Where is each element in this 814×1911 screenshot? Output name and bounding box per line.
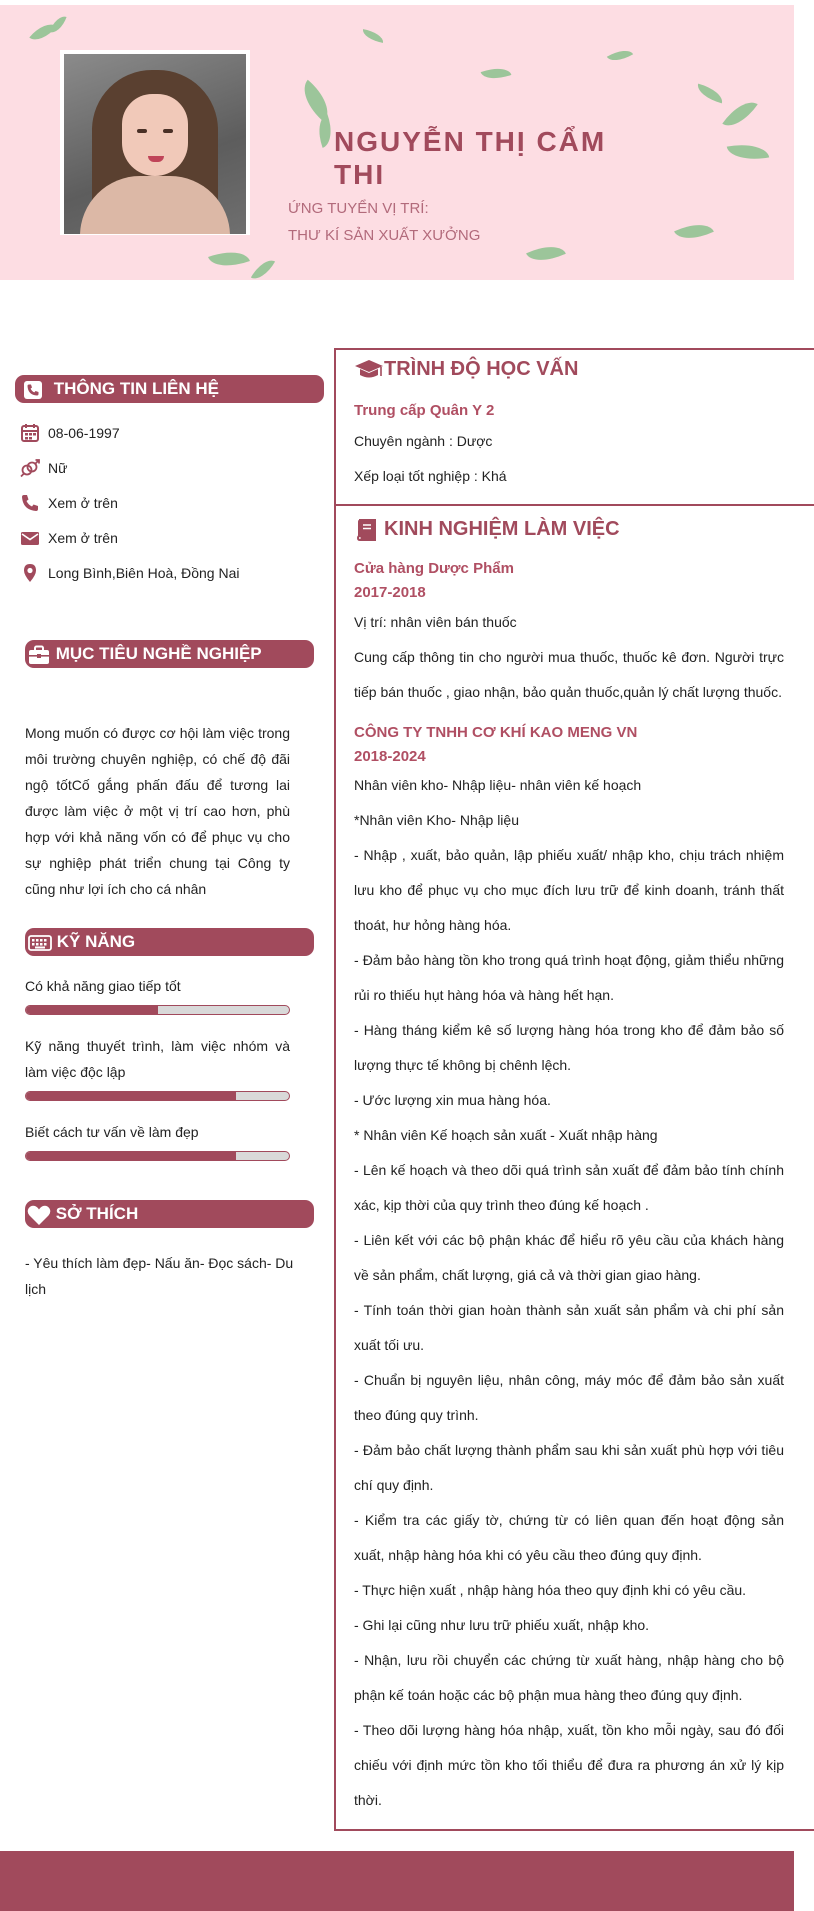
hobbies-text: - Yêu thích làm đẹp- Nấu ăn- Đọc sách- Du lịch [25, 1255, 294, 1297]
experience-heading: KINH NGHIỆM LÀM VIỆC [384, 518, 620, 540]
phone-icon [20, 493, 40, 513]
skill-label: Có khả năng giao tiếp tốt [25, 978, 181, 994]
candidate-name: NGUYỄN THỊ CẨM THI [334, 126, 607, 190]
education-major: Chuyên ngành : Dược [354, 433, 493, 449]
briefcase-icon [28, 645, 50, 665]
footer-band [0, 1851, 794, 1911]
education-grade: Xếp loại tốt nghiệp : Khá [354, 468, 507, 484]
hobbies-heading: SỞ THÍCH [55, 1204, 139, 1223]
job-line: Vị trí: nhân viên bán thuốc [354, 614, 517, 630]
leaf-decoration [607, 45, 633, 67]
job-line: - Đảm bảo hàng tồn kho trong quá trình hoạt động, giảm thiểu những rủi ro thiếu hụt hàng hóa và hàng hết hạn. [354, 952, 784, 1003]
contact-heading-bar [15, 375, 324, 403]
job-line: Nhân viên kho- Nhập liệu- nhân viên kế hoạch [354, 777, 642, 793]
job-line: - Liên kết với các bộ phận khác để hiểu rõ yêu cầu của khách hàng về sản phẩm, chất lượng, giá cả và thời gian giao hàng. [354, 1232, 784, 1283]
leaf-decoration [49, 13, 66, 36]
keyboard-icon [28, 934, 52, 952]
objective-heading-bar [25, 640, 314, 668]
job-line: - Tính toán thời gian hoàn thành sản xuất sản phẩm và chi phí sản xuất tối ưu. [354, 1302, 784, 1353]
graduation-cap-icon [354, 358, 384, 382]
job-line: - Lên kế hoạch và theo dõi quá trình sản xuất để đảm bảo tính chính xác, kịp thời của quy trình theo đúng kế hoạch . [354, 1162, 784, 1213]
job-line: - Đảm bảo chất lượng thành phẩm sau khi sản xuất phù hợp với tiêu chí quy định. [354, 1442, 784, 1493]
job-line: Cung cấp thông tin cho người mua thuốc, thuốc kê đơn. Người trực tiếp bán thuốc , giao nhận, bảo quản thuốc,quản lý chất lượng thuốc. [354, 649, 784, 700]
hobbies-heading-bar [25, 1200, 314, 1228]
position-label: ỨNG TUYỂN VỊ TRÍ: [288, 200, 429, 217]
job-company: CÔNG TY TNHH CƠ KHÍ KAO MENG VN [354, 724, 638, 741]
leaf-decoration [722, 94, 757, 134]
skill-progress-bar [25, 1151, 290, 1161]
job-line: - Thực hiện xuất , nhập hàng hóa theo quy định khi có yêu cầu. [354, 1582, 747, 1598]
skill-progress-fill [26, 1092, 236, 1100]
book-icon [354, 518, 378, 542]
position-value: THƯ KÍ SẢN XUẤT XƯỞNG [288, 227, 481, 244]
job-company: Cửa hàng Dược Phẩm [354, 560, 514, 577]
education-heading: TRÌNH ĐỘ HỌC VẤN [384, 358, 579, 380]
job-line: - Nhận, lưu rồi chuyển các chứng từ xuất hàng, nhập hàng cho bộ phận kế toán hoặc các bộ phận mua hàng theo đúng quy định. [354, 1652, 784, 1703]
job-line: * Nhân viên Kế hoạch sản xuất - Xuất nhập hàng [354, 1127, 658, 1143]
leaf-decoration [695, 84, 725, 104]
job-line: - Chuẩn bị nguyên liệu, nhân công, máy móc để đảm bảo sản xuất theo đúng quy trình. [354, 1372, 784, 1423]
job-line: - Nhập , xuất, bảo quản, lập phiếu xuất/ nhập kho, chịu trách nhiệm lưu kho để phục vụ cho mục đích lưu trữ để kinh doanh, tránh thất thoát, hư hỏng hàng hóa. [354, 847, 784, 933]
leaf-decoration [294, 80, 339, 123]
job-line: - Hàng tháng kiểm kê số lượng hàng hóa trong kho để đảm bảo số lượng thực tế không bị chênh lệch. [354, 1022, 784, 1073]
contact-birthday: 08-06-1997 [48, 425, 120, 441]
education-school: Trung cấp Quân Y 2 [354, 402, 495, 419]
profile-photo [64, 54, 246, 234]
skill-label: Biết cách tư vấn về làm đẹp [25, 1124, 199, 1140]
job-period: 2017-2018 [354, 584, 426, 601]
job-line: *Nhân viên Kho- Nhập liệu [354, 812, 519, 828]
job-line: - Ghi lại cũng như lưu trữ phiếu xuất, nhập kho. [354, 1617, 650, 1633]
skill-progress-fill [26, 1006, 158, 1014]
heart-icon [27, 1204, 51, 1226]
contact-gender: Nữ [48, 460, 68, 476]
skill-progress-bar [25, 1091, 290, 1101]
job-line: - Kiểm tra các giấy tờ, chứng từ có liên quan đến hoạt động sản xuất, nhập hàng hóa khi có yêu cầu theo đúng quy định. [354, 1512, 784, 1563]
leaf-decoration [361, 29, 384, 43]
map-pin-icon [20, 563, 40, 583]
profile-photo-frame [60, 50, 250, 235]
objective-text: Mong muốn có được cơ hội làm việc trong môi trường chuyên nghiệp, có chế độ đãi ngộ tốtCố gắng phấn đấu để tương lai được làm việc ở một vị trí cao hơn, phù hợp với khả năng vốn có để phục vụ cho sự nghiệp phát triển chung tại Công ty cũng như lợi ích cho cá nhân [25, 725, 290, 897]
skill-progress-bar [25, 1005, 290, 1015]
gender-icon [18, 458, 42, 478]
contact-heading: THÔNG TIN LIÊN HỆ [53, 379, 220, 398]
objective-heading: MỤC TIÊU NGHỀ NGHIỆP [55, 644, 262, 663]
leaf-decoration [526, 238, 566, 269]
contact-email: Xem ở trên [48, 530, 118, 546]
phone-icon [23, 380, 43, 400]
job-period: 2018-2024 [354, 748, 426, 765]
calendar-icon [20, 423, 40, 443]
leaf-decoration [251, 255, 275, 280]
job-line: - Theo dõi lượng hàng hóa nhập, xuất, tồn kho mỗi ngày, sau đó đối chiếu với định mức tồn kho tối thiểu để đưa ra phương án xử lý kịp thời. [354, 1722, 784, 1808]
skills-heading: KỸ NĂNG [56, 932, 136, 951]
leaf-decoration [481, 63, 512, 85]
contact-address: Long Bình,Biên Hoà, Đồng Nai [48, 565, 240, 581]
skills-heading-bar [25, 928, 314, 956]
job-line: - Ước lượng xin mua hàng hóa. [354, 1092, 551, 1108]
leaf-decoration [208, 244, 250, 274]
envelope-icon [20, 528, 40, 548]
skill-progress-fill [26, 1152, 236, 1160]
leaf-decoration [727, 140, 770, 165]
leaf-decoration [674, 216, 714, 247]
skill-label: Kỹ năng thuyết trình, làm việc nhóm và làm việc độc lập [25, 1038, 290, 1080]
contact-phone: Xem ở trên [48, 495, 118, 511]
